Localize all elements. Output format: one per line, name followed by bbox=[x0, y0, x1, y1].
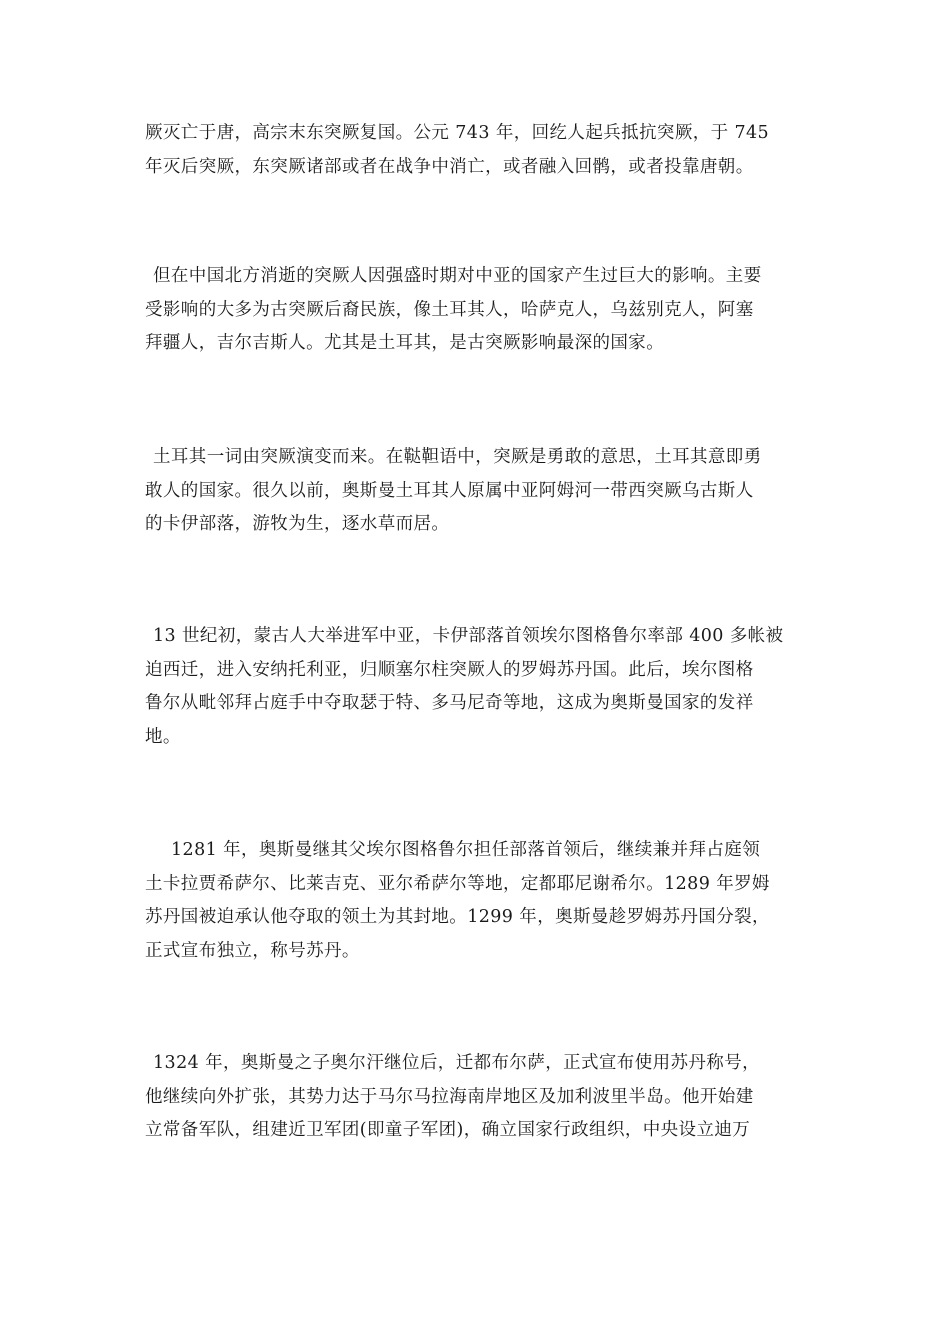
paragraph-6 bbox=[145, 1047, 810, 1148]
paragraph-5 bbox=[145, 834, 810, 968]
text-line: 敢人的国家。很久以前，奥斯曼土耳其人原属中亚阿姆河一带西突厥乌古斯人 bbox=[145, 480, 754, 501]
text-line: 1281 年，奥斯曼继其父埃尔图格鲁尔担任部落首领后，继续兼并拜占庭领 bbox=[171, 840, 761, 860]
text-line: 厥灭亡于唐，高宗末东突厥复国。公元 743 年，回纥人起兵抵抗突厥，于 745 bbox=[145, 123, 770, 143]
text-line: 年灭后突厥，东突厥诸部或者在战争中消亡，或者融入回鹘，或者投靠唐朝。 bbox=[145, 156, 754, 177]
text-line: 的卡伊部落，游牧为生，逐水草而居。 bbox=[145, 514, 450, 534]
text-line: 拜疆人，吉尔吉斯人。尤其是土耳其，是古突厥影响最深的国家。 bbox=[145, 333, 665, 353]
text-line: 土卡拉贾希萨尔、比莱吉克、亚尔希萨尔等地，定都耶尼谢希尔。1289 年罗姆 bbox=[145, 873, 770, 894]
text-line: 立常备军队，组建近卫军团(即童子军团)，确立国家行政组织，中央设立迪万 bbox=[145, 1120, 751, 1140]
text-line: 13 世纪初，蒙古人大举进军中亚，卡伊部落首领埃尔图格鲁尔率部 400 多帐被 bbox=[153, 626, 784, 646]
text-line: 地。 bbox=[145, 726, 181, 747]
text-line: 土耳其一词由突厥演变而来。在鞑靼语中，突厥是勇敢的意思，土耳其意即勇 bbox=[153, 447, 762, 467]
paragraph-4 bbox=[145, 620, 810, 754]
paragraph-1 bbox=[145, 117, 810, 184]
text-line: 迫西迁，进入安纳托利亚，归顺塞尔柱突厥人的罗姆苏丹国。此后，埃尔图格 bbox=[145, 659, 754, 680]
text-line: 苏丹国被迫承认他夺取的领土为其封地。1299 年，奥斯曼趁罗姆苏丹国分裂， bbox=[145, 907, 770, 927]
paragraph-2 bbox=[145, 260, 810, 361]
text-line: 鲁尔从毗邻拜占庭手中夺取瑟于特、多马尼奇等地，这成为奥斯曼国家的发祥 bbox=[145, 693, 754, 713]
text-line: 受影响的大多为古突厥后裔民族，像土耳其人，哈萨克人，乌兹别克人，阿塞 bbox=[145, 299, 754, 320]
text-line: 1324 年，奥斯曼之子奥尔汗继位后，迁都布尔萨，正式宣布使用苏丹称号， bbox=[153, 1053, 760, 1073]
text-line: 正式宣布独立，称号苏丹。 bbox=[145, 940, 360, 961]
text-line: 他继续向外扩张，其势力达于马尔马拉海南岸地区及加利波里半岛。他开始建 bbox=[145, 1086, 754, 1107]
paragraph-3 bbox=[145, 441, 810, 542]
text-line: 但在中国北方消逝的突厥人因强盛时期对中亚的国家产生过巨大的影响。主要 bbox=[153, 266, 762, 286]
